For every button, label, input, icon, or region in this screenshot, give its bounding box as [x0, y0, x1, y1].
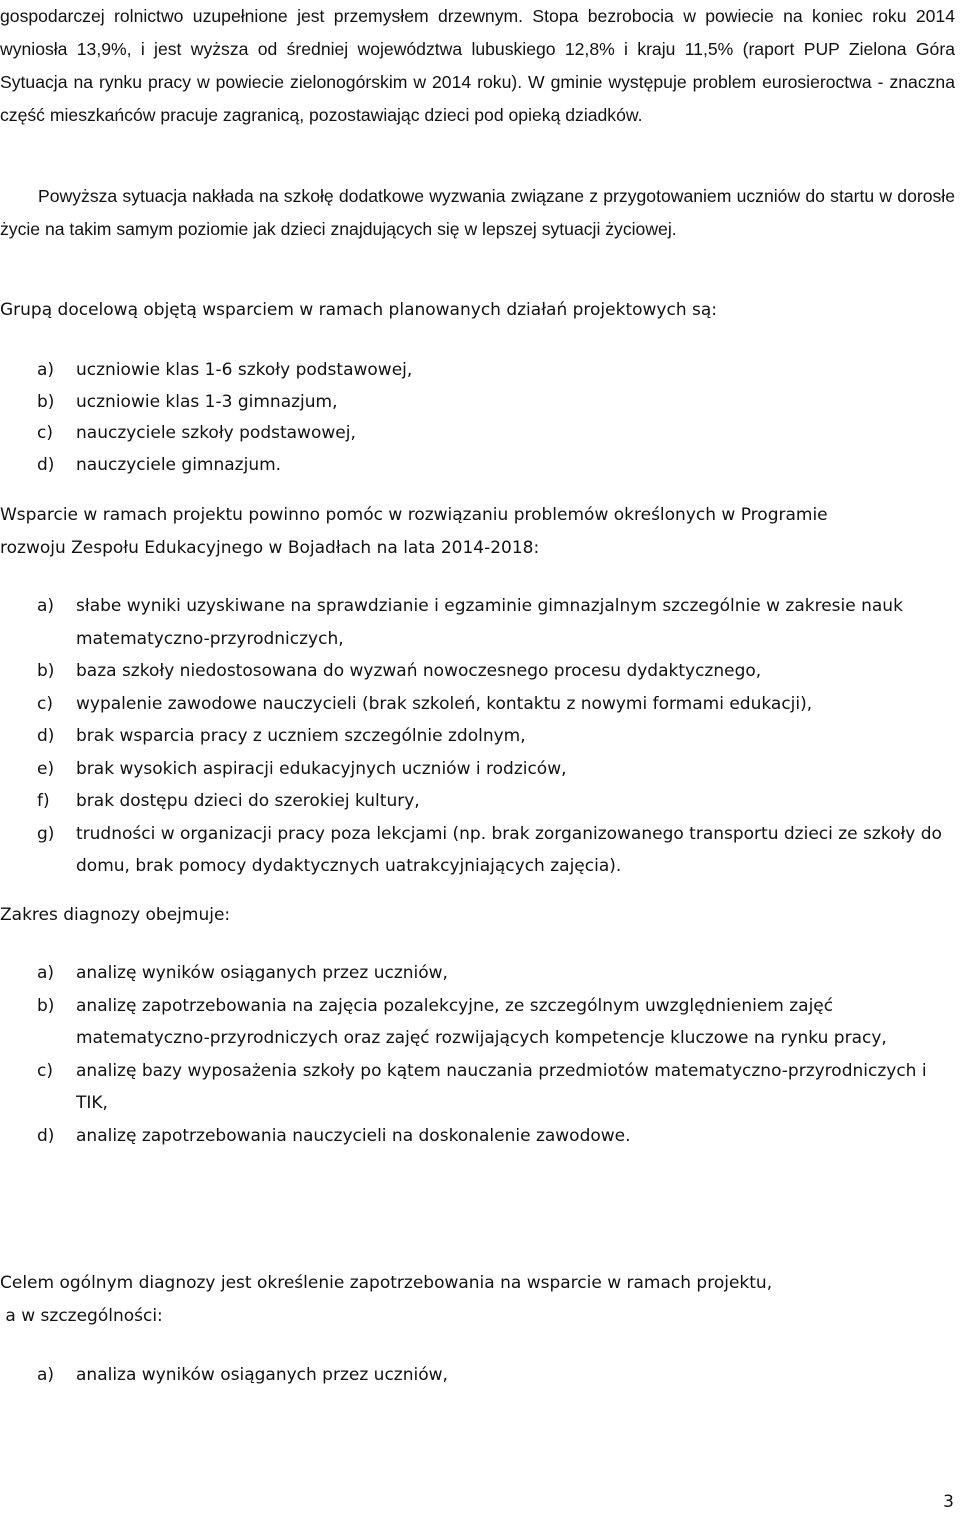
- list-item: [0, 387, 955, 419]
- intro-paragraph: gospodarczej rolnictwo uzupełnione jest przemysłem drzewnym. Stopa bezrobocia w powiecie na koniec roku 2014 wyniosła 13,9%, i jest wyższa od średniej województwa lubuskiego 12,8% i kraju 11,5% (raport PUP Zielona Góra Sytuacja na rynku pracy w powiecie zielonogórskim w 2014 roku). W gminie występuje problem eurosieroctwa - znaczna część mieszkańców pracuje zagranicą, pozostawiając dzieci pod opieką dziadków.: [0, 6, 955, 125]
- list-item: [0, 1359, 955, 1392]
- page-number: 3: [943, 1492, 954, 1512]
- target-group-heading: Grupą docelową objętą wsparciem w ramach planowanych działań projektowych są:: [0, 300, 718, 320]
- list-item: [0, 785, 955, 818]
- support-paragraph-line-2: rozwoju Zespołu Edukacyjnego w Bojadłach na lata 2014-2018:: [0, 538, 540, 558]
- list-item-text: nauczyciele gimnazjum.: [76, 454, 282, 475]
- list-item-text: wypalenie zawodowe nauczycieli (brak szkoleń, kontaktu z nowymi formami edukacji),: [76, 693, 813, 714]
- list-item-text: trudności w organizacji pracy poza lekcjami (np. brak zorganizowanego transportu dzieci ze szkoły do domu, brak pomocy dydaktycznych uatrakcyjniających zajęcia).: [76, 823, 942, 876]
- list-item-marker: d): [37, 1125, 55, 1146]
- list-item: [0, 590, 955, 655]
- list-item: [0, 355, 955, 387]
- list-item: [0, 990, 955, 1055]
- list-item: [0, 1120, 955, 1153]
- list-item-marker: f): [37, 791, 50, 811]
- list-item-text: analizę bazy wyposażenia szkoły po kątem nauczania przedmiotów matematyczno-przyrodniczych i TIK,: [76, 1060, 927, 1113]
- list-item-marker: a): [37, 963, 55, 983]
- list-item: [0, 753, 955, 786]
- list-item-marker: e): [37, 758, 55, 779]
- list-item: [0, 818, 955, 883]
- list-item-text: analizę zapotrzebowania nauczycieli na doskonalenie zawodowe.: [76, 1125, 631, 1146]
- list-item-marker: d): [37, 454, 55, 475]
- list-item: [0, 450, 955, 482]
- list-item-text: uczniowie klas 1-3 gimnazjum,: [76, 391, 338, 412]
- scope-list: [0, 957, 955, 1152]
- list-item-marker: c): [37, 423, 53, 443]
- list-item-marker: a): [37, 596, 55, 616]
- list-item: [0, 655, 955, 688]
- list-item: [0, 720, 955, 753]
- goal-paragraph-line-2: a w szczególności:: [0, 1306, 163, 1326]
- list-item-marker: b): [37, 995, 55, 1016]
- goal-paragraph-line-1: Celem ogólnym diagnozy jest określenie zapotrzebowania na wsparcie w ramach projektu,: [0, 1273, 773, 1293]
- list-item-text: brak wsparcia pracy z uczniem szczególnie zdolnym,: [76, 726, 526, 746]
- list-item: [0, 957, 955, 990]
- list-item: [0, 688, 955, 721]
- list-item-text: analizę zapotrzebowania na zajęcia pozalekcyjne, ze szczególnym uwzględnieniem zajęć matematyczno-przyrodniczych oraz zajęć rozwijających kompetencje kluczowe na rynku pracy,: [76, 995, 887, 1048]
- list-item-text: nauczyciele szkoły podstawowej,: [76, 423, 356, 443]
- situation-paragraph: Powyższa sytuacja nakłada na szkołę dodatkowe wyzwania związane z przygotowaniem uczniów do startu w dorosłe życie na takim samym poziomie jak dzieci znajdujących się w lepszej sytuacji życiowej.: [0, 186, 955, 239]
- list-item-text: brak wysokich aspiracji edukacyjnych uczniów i rodziców,: [76, 758, 567, 779]
- list-item-text: analiza wyników osiąganych przez uczniów,: [76, 1365, 448, 1385]
- list-item-marker: b): [37, 391, 55, 412]
- target-group-list: [0, 355, 955, 481]
- list-item-text: uczniowie klas 1-6 szkoły podstawowej,: [76, 360, 413, 380]
- list-item-marker: b): [37, 661, 55, 681]
- list-item: [0, 418, 955, 450]
- list-item: [0, 1055, 955, 1120]
- list-item-marker: c): [37, 1060, 53, 1081]
- goal-list: [0, 1359, 955, 1392]
- problems-list: [0, 590, 955, 883]
- list-item-text: analizę wyników osiąganych przez uczniów,: [76, 963, 448, 983]
- support-paragraph-line-1: Wsparcie w ramach projektu powinno pomóc w rozwiązaniu problemów określonych w Programie: [0, 505, 828, 525]
- scope-heading: Zakres diagnozy obejmuje:: [0, 905, 231, 925]
- list-item-marker: g): [37, 823, 55, 844]
- list-item-text: brak dostępu dzieci do szerokiej kultury,: [76, 791, 420, 811]
- list-item-marker: a): [37, 1365, 55, 1385]
- list-item-marker: a): [37, 360, 55, 380]
- list-item-marker: d): [37, 726, 55, 746]
- list-item-text: baza szkoły niedostosowana do wyzwań nowoczesnego procesu dydaktycznego,: [76, 661, 762, 681]
- list-item-marker: c): [37, 693, 53, 714]
- list-item-text: słabe wyniki uzyskiwane na sprawdzianie i egzaminie gimnazjalnym szczególnie w zakresie nauk matematyczno-przyrodniczych,: [76, 596, 903, 649]
